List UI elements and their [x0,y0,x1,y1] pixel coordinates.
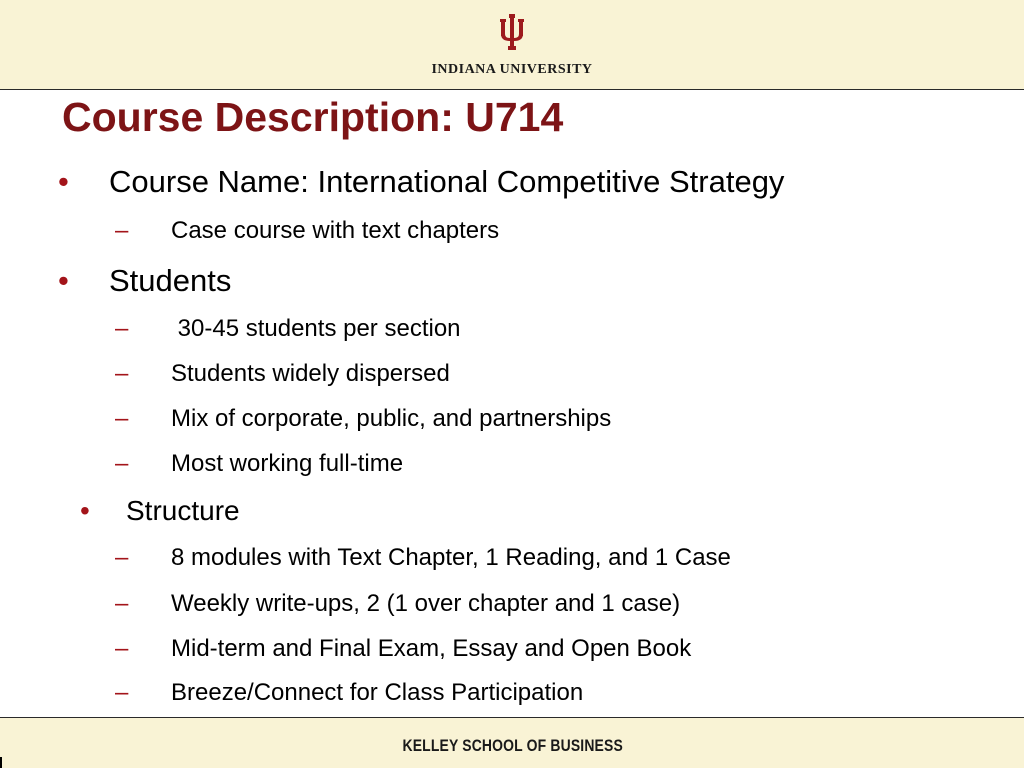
dash-marker: – [115,217,129,244]
sub-bullet-text: Case course with text chapters [171,217,500,244]
school-name: KELLEY SCHOOL OF BUSINESS [402,736,623,755]
dash-marker: – [115,590,129,617]
corner-mark [0,757,2,768]
sub-bullet-text: Mid-term and Final Exam, Essay and Open Book [171,635,692,662]
bullet-marker: • [80,495,90,526]
dash-marker: – [115,635,129,662]
bullet-text: Structure [126,495,240,526]
dash-marker: – [115,315,129,342]
sub-bullet-text: 8 modules with Text Chapter, 1 Reading, and 1 Case [171,544,731,571]
university-name: INDIANA UNIVERSITY [431,62,593,77]
dash-marker: – [115,360,129,387]
dash-marker: – [115,450,129,477]
dash-marker: – [115,679,129,706]
dash-marker: – [115,544,129,571]
dash-marker: – [115,405,129,432]
sub-bullet-text: 30-45 students per section [171,315,461,342]
bullet-text: Students [109,263,232,298]
bullet-text: Course Name: International Competitive Strategy [109,164,785,199]
sub-bullet-text: Mix of corporate, public, and partnerships [171,405,612,432]
sub-bullet-text: Weekly write-ups, 2 (1 over chapter and 1 case) [171,590,681,617]
slide-title: Course Description: U714 [62,94,564,140]
sub-bullet-text: Students widely dispersed [171,360,450,387]
sub-bullet-text: Breeze/Connect for Class Participation [171,679,584,706]
sub-bullet-text: Most working full-time [171,450,404,477]
bullet-marker: • [58,164,69,199]
bullet-marker: • [58,263,69,298]
